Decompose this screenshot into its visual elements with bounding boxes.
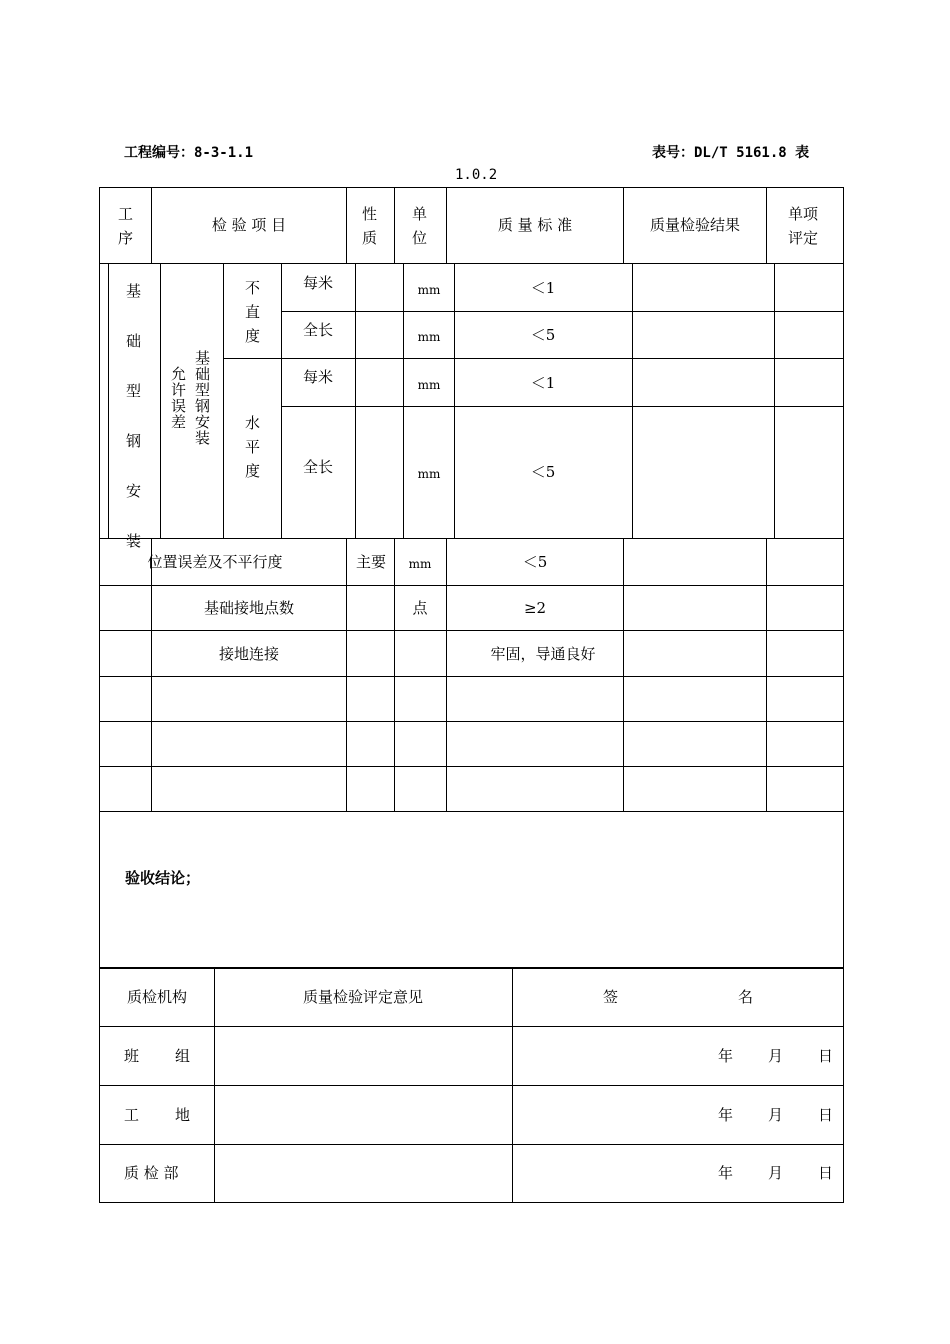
section-row-standard: ＜5 — [530, 326, 556, 344]
section-row-sub: 全长 — [302, 458, 334, 476]
row-unit: mm — [408, 557, 432, 571]
section-row-unit: mm — [417, 467, 441, 481]
section-row-sub: 每米 — [302, 368, 334, 386]
section-row-unit: mm — [417, 283, 441, 297]
sign-unit-name-2: 地 — [175, 1106, 191, 1124]
section-row-standard: ＜1 — [530, 374, 556, 392]
straightness-label: 不直度 — [245, 279, 261, 345]
date-day: 日 — [818, 1047, 834, 1065]
row-standard: ＜5 — [522, 553, 548, 571]
section-row-unit: mm — [417, 378, 441, 392]
sign-unit-name-1: 班 — [124, 1047, 140, 1065]
row-item: 位置误差及不平行度 — [147, 553, 283, 571]
section-row-sub: 每米 — [302, 274, 334, 292]
row-unit: 点 — [412, 599, 428, 617]
table-number: 表号：DL/T 5161.8 表 — [652, 145, 810, 161]
tolerance-label: 允许误差 — [169, 366, 187, 430]
col-result: 质量检验结果 — [649, 216, 741, 234]
col-item: 检 验 项 目 — [211, 216, 287, 234]
date-day: 日 — [818, 1106, 834, 1124]
project-number: 工程编号：8-3-1.1 — [124, 145, 254, 161]
date-year: 年 — [718, 1106, 734, 1124]
col-rating: 单项评定 — [788, 205, 819, 247]
row-standard: ≥2 — [523, 599, 547, 617]
col-unit: 单位 — [412, 205, 428, 247]
section-row-sub: 全长 — [302, 321, 334, 339]
sign-header-1: 签 — [603, 988, 619, 1006]
inspection-table — [99, 187, 844, 969]
sign-org-header: 质检机构 — [126, 988, 188, 1006]
col-process: 工序 — [118, 205, 134, 247]
sign-unit-name-2: 组 — [175, 1047, 191, 1065]
section-row-standard: ＜1 — [530, 279, 556, 297]
sign-unit-name-1: 质 检 部 — [124, 1164, 179, 1182]
section-process-label: 基础型钢安装 — [126, 282, 142, 550]
table-number-continued: 1.0.2 — [455, 167, 498, 183]
sign-unit-name-1: 工 — [124, 1106, 140, 1124]
section-row-unit: mm — [417, 330, 441, 344]
date-day: 日 — [818, 1164, 834, 1182]
row-item: 接地连接 — [218, 645, 280, 663]
levelness-label: 水平度 — [245, 414, 261, 480]
date-year: 年 — [718, 1164, 734, 1182]
row-nature: 主要 — [355, 553, 387, 571]
conclusion-label: 验收结论； — [125, 869, 201, 887]
date-month: 月 — [768, 1106, 784, 1124]
col-standard: 质 量 标 准 — [497, 216, 573, 234]
section-sub-label: 基础型钢安装 — [193, 350, 211, 446]
date-year: 年 — [718, 1047, 734, 1065]
section-row-standard: ＜5 — [530, 463, 556, 481]
date-month: 月 — [768, 1047, 784, 1065]
row-item: 基础接地点数 — [203, 599, 295, 617]
sign-header-2: 名 — [738, 988, 754, 1006]
sign-opinion-header: 质量检验评定意见 — [302, 988, 424, 1006]
col-nature: 性质 — [362, 205, 378, 247]
date-month: 月 — [768, 1164, 784, 1182]
row-standard: 牢固，导通良好 — [490, 645, 596, 663]
